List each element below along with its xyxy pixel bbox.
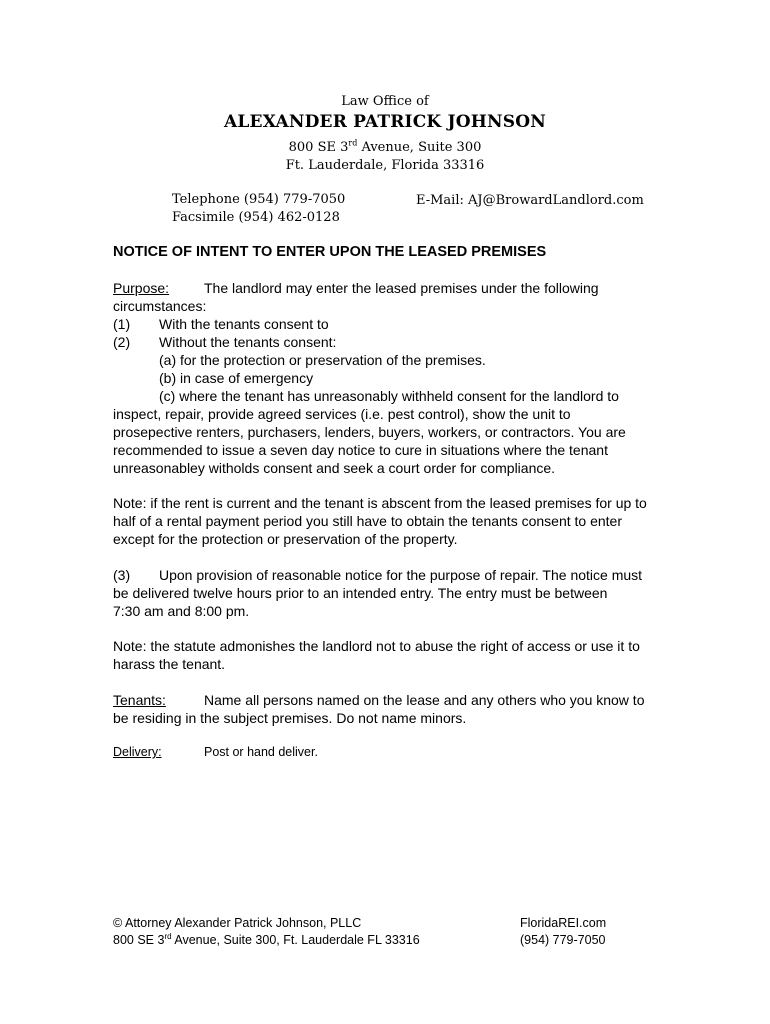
sub-c-line5: unreasonabley witholds consent and seek a court order for compliance. <box>113 460 556 476</box>
footer-address-prefix: 800 SE 3 <box>113 933 165 947</box>
footer-website: FloridaREI.com <box>520 916 607 930</box>
attorney-name: ALEXANDER PATRICK JOHNSON <box>224 112 546 132</box>
purpose-label <box>113 280 169 298</box>
sub-c-line1: (c) where the tenant has unreasonably withheld consent for the landlord to <box>159 388 619 404</box>
footer-address-sup: rd <box>164 931 172 941</box>
sub-c-line3: prosepective renters, purchasers, lenders, buyers, workers, or contractors. You are <box>113 424 626 440</box>
delivery-label <box>113 745 162 759</box>
purpose-intro: The landlord may enter the leased premises under the following <box>204 280 599 296</box>
tenants-label <box>113 692 166 710</box>
note1-line1: Note: if the rent is current and the tenant is abscent from the leased premises for up to <box>113 495 647 511</box>
delivery-text: Post or hand deliver. <box>204 745 318 759</box>
sub-c-line4: recommended to issue a seven day notice to cure in situations where the tenant <box>113 442 608 458</box>
tenants-line1: Name all persons named on the lease and any others who you know to <box>204 692 645 708</box>
tenants-line2: be residing in the subject premises. Do not name minors. <box>113 710 467 726</box>
note2-line1: Note: the statute admonishes the landlord not to abuse the right of access or use it to <box>113 638 640 654</box>
sub-b: (b) in case of emergency <box>159 370 314 386</box>
note2-line2: harass the tenant. <box>113 656 226 672</box>
telephone: Telephone (954) 779-7050 <box>172 192 346 207</box>
item1-num: (1) <box>113 316 131 332</box>
item3-num: (3) <box>113 567 131 583</box>
sub-a: (a) for the protection or preservation of the premises. <box>159 352 486 368</box>
note1-line3: except for the protection or preservation of the property. <box>113 531 458 547</box>
note1-line2: half of a rental payment period you still have to obtain the tenants consent to enter <box>113 513 622 529</box>
item1-text: With the tenants consent to <box>159 316 329 332</box>
item3-line2: be delivered twelve hours prior to an intended entry. The entry must be between <box>113 585 608 601</box>
address-prefix: 800 SE 3 <box>288 140 349 155</box>
email: E-Mail: AJ@BrowardLandlord.com <box>416 193 644 208</box>
facsimile: Facsimile (954) 462-0128 <box>172 210 340 225</box>
footer-copyright: © Attorney Alexander Patrick Johnson, PLLC <box>113 916 362 930</box>
footer-phone: (954) 779-7050 <box>520 933 606 947</box>
letterhead-address <box>0 140 770 155</box>
footer-address <box>113 933 420 947</box>
item3-line1: Upon provision of reasonable notice for the purpose of repair. The notice must <box>159 567 643 583</box>
sub-c-line2: inspect, repair, provide agreed services (i.e. pest control), show the unit to <box>113 406 571 422</box>
office-label: Law Office of <box>341 94 429 109</box>
address-sup: rd <box>348 138 358 148</box>
delivery-label-text: Delivery: <box>113 745 162 759</box>
address-suffix: Avenue, Suite 300 <box>357 140 482 155</box>
item2-text: Without the tenants consent: <box>159 334 337 350</box>
purpose-label-text: Purpose: <box>113 280 170 296</box>
item2-num: (2) <box>113 334 131 350</box>
footer-address-suffix: Avenue, Suite 300, Ft. Lauderdale FL 33316 <box>171 933 420 947</box>
letterhead-city: Ft. Lauderdale, Florida 33316 <box>285 158 485 173</box>
purpose-intro-cont: circumstances: <box>113 298 207 314</box>
tenants-label-text: Tenants: <box>113 692 166 708</box>
item3-line3: 7:30 am and 8:00 pm. <box>113 603 250 619</box>
notice-title: NOTICE OF INTENT TO ENTER UPON THE LEASED PREMISES <box>113 244 547 260</box>
